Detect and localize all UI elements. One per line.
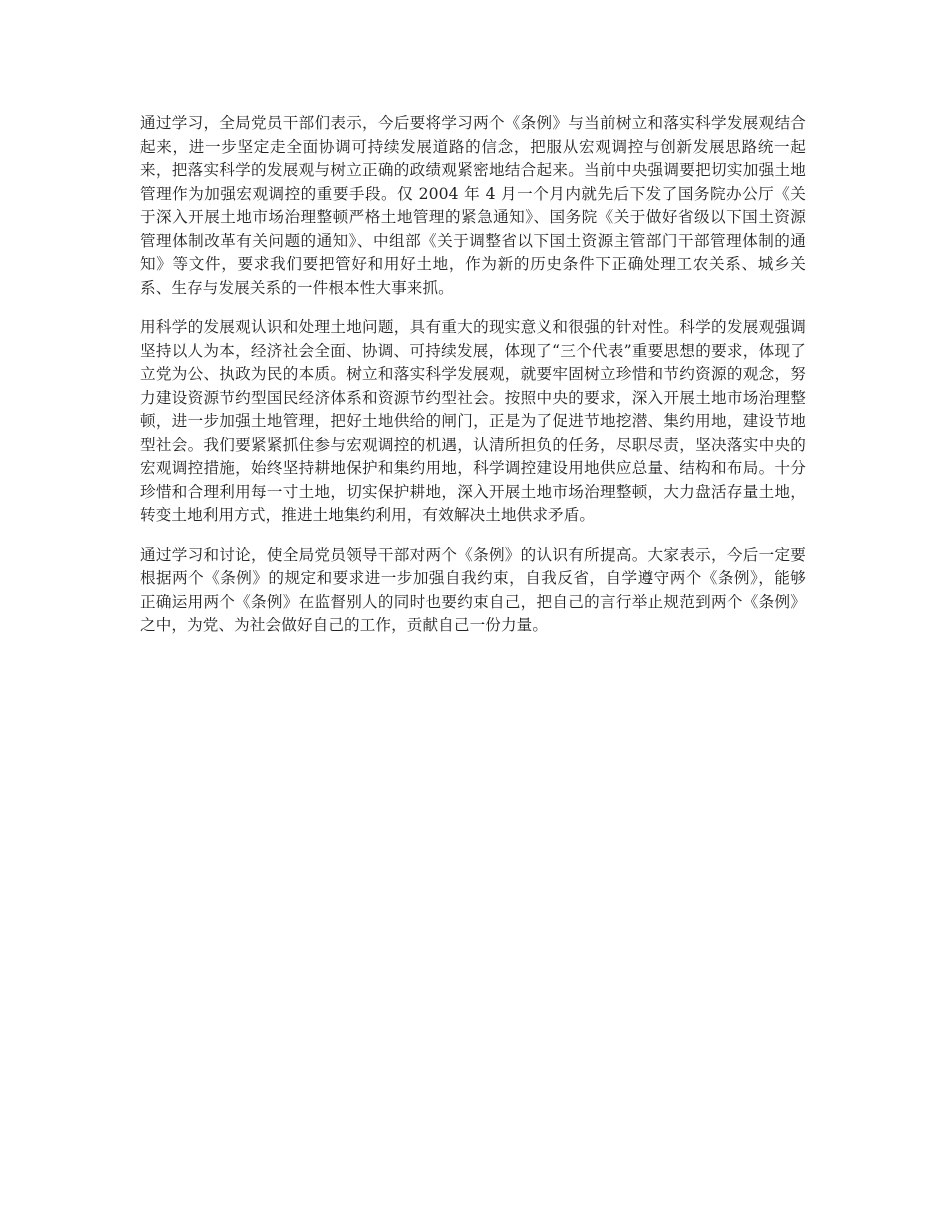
paragraph-scientific-development: 用科学的发展观认识和处理土地问题，具有重大的现实意义和很强的针对性。科学的发展观强调坚持以人为本，经济社会全面、协调、可持续发展，体现了“三个代表”重要思想的要求，体现了立党为公、执政为民的本质。树立和落实科学发展观，就要牢固树立珍惜和节约资源的观念，努力建设资源节约型国民经济体系和资源节约型社会。按照中央的要求，深入开展土地市场治理整顿，进一步加强土地管理，把好土地供给的闸门，正是为了促进节地挖潜、集约用地，建设节地型社会。我们要紧紧抓住参与宏观调控的机遇，认清所担负的任务，尽职尽责，坚决落实中央的宏观调控措施，始终坚持耕地保护和集约用地，科学调控建设用地供应总量、结构和布局。十分珍惜和合理利用每一寸土地，切实保护耕地，深入开展土地市场治理整顿，大力盘活存量土地，转变土地利用方式，推进土地集约利用，有效解决土地供求矛盾。 bbox=[140, 318, 806, 524]
paragraph-study-commitment: 通过学习，全局党员干部们表示，今后要将学习两个《条例》与当前树立和落实科学发展观结合起来，进一步坚定走全面协调可持续发展道路的信念，把服从宏观调控与创新发展思路统一起来，把落实科学的发展观与树立正确的政绩观紧密地结合起来。当前中央强调要把切实加强土地管理作为加强宏观调控的重要手段。仅 2004 年 4 月一个月内就先后下发了国务院办公厅《关于深入开展土地市场治理整顿严格土地管理的紧急通知》、国务院《关于做好省级以下国土资源管理体制改革有关问题的通知》、中组部《关于调整省以下国土资源主管部门干部管理体制的通知》等文件，要求我们要把管好和用好土地，作为新的历史条件下正确处理工农关系、城乡关系、生存与发展关系的一件根本性大事来抓。 bbox=[140, 114, 806, 297]
document-body bbox=[140, 112, 806, 654]
paragraph-discussion-conclusion: 通过学习和讨论，使全局党员领导干部对两个《条例》的认识有所提高。大家表示，今后一定要根据两个《条例》的规定和要求进一步加强自我约束，自我反省，自学遵守两个《条例》，能够正确运用两个《条例》在监督别人的同时也要约束自己，把自己的言行举止规范到两个《条例》之中，为党、为社会做好自己的工作，贡献自己一份力量。 bbox=[140, 545, 806, 634]
